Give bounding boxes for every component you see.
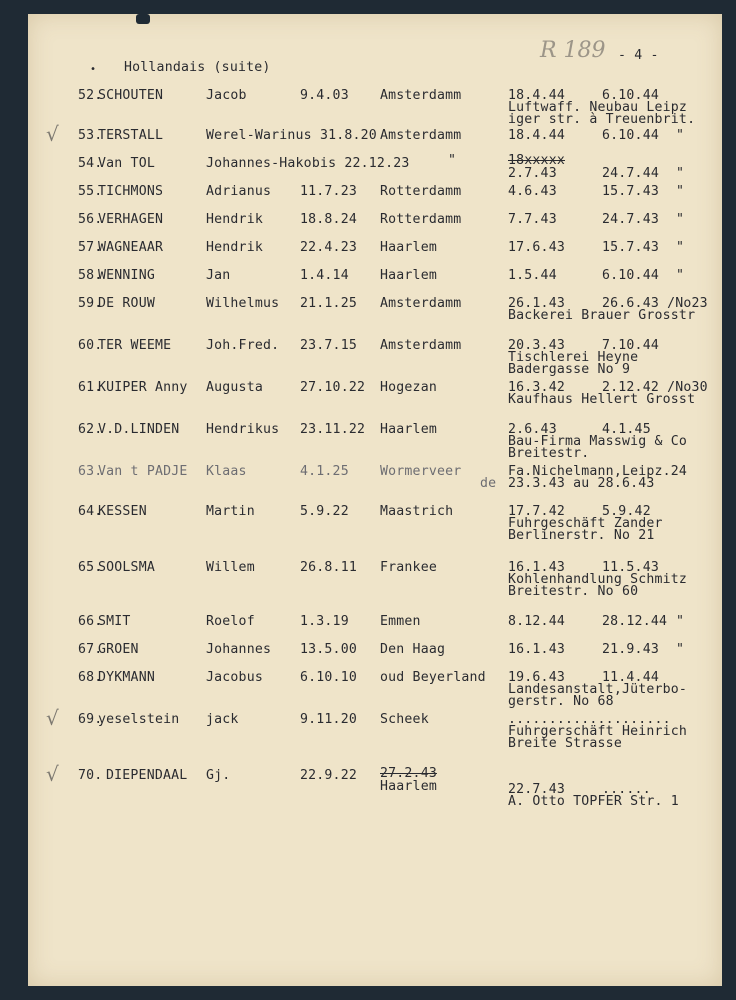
surname: WENNING [98,268,155,283]
employer-note: Badergasse No 9 [508,362,631,377]
firstname: Roelof [206,614,255,629]
row-number: 61. [78,380,103,395]
surname: TER WEEME [98,338,172,353]
ditto-mark: " [676,184,685,199]
birthdate: 1.3.19 [300,614,349,629]
date-from: 1.5.44 [508,268,557,283]
birthplace: Scheek [380,712,429,727]
row-number: 56. [78,212,103,227]
pencil-note: R 189 [540,38,606,63]
employer-note: Fuhrgeschäft Zander [508,516,663,531]
employer-note: .................... [508,712,671,727]
firstname: jack [206,712,239,727]
row-number: 66. [78,614,103,629]
surname: TERSTALL [98,128,164,143]
firstname: Jacobus [206,670,263,685]
employer-note: gerstr. No 68 [508,694,614,709]
row-number: 52. [78,88,103,103]
employer-note: Kohlenhandlung Schmitz [508,572,688,587]
surname: GROEN [98,642,139,657]
check-tick-mark: √ [46,122,59,146]
row-number: 68. [78,670,103,685]
birthplace: Maastrich [380,504,454,519]
surname: Van t PADJE [98,464,188,479]
birthdate: 11.7.23 [300,184,357,199]
date-from: 7.7.43 [508,212,557,227]
page-number: - 4 - [618,48,659,63]
firstname: Joh.Fred. [206,338,280,353]
struck-date: 27.2.43 [380,766,437,781]
ditto-mark: " [676,166,685,181]
employer-note: Berlinerstr. No 21 [508,528,655,543]
birthplace: " [448,153,457,168]
birthdate: 22.4.23 [300,240,357,255]
birthplace: Frankee [380,560,437,575]
birthplace: Haarlem [380,268,437,283]
employer-note: Kaufhaus Hellert Grosst [508,392,696,407]
date-to: 11.5.43 [602,560,659,575]
birthplace: Haarlem [380,779,437,794]
bullet-mark: • [90,64,97,75]
date-to: 6.10.44 [602,128,659,143]
date-to: 21.9.43 [602,642,659,657]
birthdate: 23.11.22 [300,422,366,437]
date-to: 6.10.44 [602,268,659,283]
date-to: 7.10.44 [602,338,659,353]
employer-note: A. Otto TOPFER Str. 1 [508,794,679,809]
employer-note: Bau-Firma Masswig & Co [508,434,688,449]
ditto-mark: " [676,128,685,143]
ditto-mark: " [676,212,685,227]
date-to: 15.7.43 [602,184,659,199]
firstname: Adrianus [206,184,272,199]
birthplace: Amsterdamm [380,338,462,353]
birthdate: 13.5.00 [300,642,357,657]
date-to: 2.12.42 /No30 [602,380,708,395]
row-number: 67. [78,642,103,657]
date-from: 4.6.43 [508,184,557,199]
surname: KESSEN [98,504,147,519]
firstname: Gj. [206,768,231,783]
firstname: Hendrik [206,212,263,227]
surname: SCHOUTEN [98,88,164,103]
firstname: Willem [206,560,255,575]
surname: Van TOL [98,156,155,171]
surname: yeselstein [98,712,180,727]
birthdate: 6.10.10 [300,670,357,685]
birthplace: Rotterdamm [380,184,462,199]
employer-note: Fuhrgerschäft Heinrich [508,724,688,739]
date-to: 15.7.43 [602,240,659,255]
date-to: 5.9.42 [602,504,651,519]
date-from: 16.1.43 [508,642,565,657]
date-from: 22.7.43 [508,782,565,797]
employer-note: iger str. à Treuenbrit. [508,112,696,127]
date-from: 20.3.43 [508,338,565,353]
surname: DIEPENDAAL [106,768,188,783]
birthplace: Amsterdamm [380,296,462,311]
surname: DYKMANN [98,670,155,685]
firstname-birthdate: Johannes-Hakobis 22.12.23 [206,156,410,171]
birthplace: Amsterdamm [380,88,462,103]
date-from: 2.7.43 [508,166,557,181]
employer-note: Fa.Nichelmann,Leipz.24 [508,464,688,479]
birthplace: Haarlem [380,240,437,255]
row-number: 69. [78,712,103,727]
row-number: 53. [78,128,103,143]
birthdate: 26.8.11 [300,560,357,575]
row-number: 63. [78,464,103,479]
punch-hole-mark [136,14,150,24]
date-from: 16.3.42 [508,380,565,395]
birthdate: 21.1.25 [300,296,357,311]
birthdate: 4.1.25 [300,464,349,479]
date-from: 8.12.44 [508,614,565,629]
date-to: 26.6.43 /No23 [602,296,708,311]
ditto-mark: " [676,268,685,283]
birthplace: Haarlem [380,422,437,437]
birthdate: 9.11.20 [300,712,357,727]
firstname: Martin [206,504,255,519]
employer-note: Luftwaff. Neubau Leipz [508,100,688,115]
employer-note: Landesanstalt,Jüterbo- [508,682,688,697]
check-tick-mark: √ [46,762,59,786]
date-to: 11.4.44 [602,670,659,685]
birthplace: Emmen [380,614,421,629]
surname: WAGNEAAR [98,240,164,255]
date-to: 6.10.44 [602,88,659,103]
employer-note: Breite Strasse [508,736,622,751]
struck-date: 18xxxxx [508,153,565,168]
employer-note: Breitestr. No 60 [508,584,639,599]
birthdate: 5.9.22 [300,504,349,519]
surname: SOOLSMA [98,560,155,575]
birthplace: Wormerveer [380,464,462,479]
firstname: Klaas [206,464,247,479]
row-number: 57. [78,240,103,255]
birthplace: Hogezan [380,380,437,395]
ditto-mark: " [676,240,685,255]
surname: KUIPER Anny [98,380,188,395]
date-to: ...... [602,782,651,797]
firstname: Augusta [206,380,263,395]
surname: VERHAGEN [98,212,164,227]
firstname-birthdate: Werel-Warinus 31.8.20 [206,128,377,143]
surname: DE ROUW [98,296,155,311]
row-number: 70. [78,768,103,783]
employer-note: Tischlerei Heyne [508,350,639,365]
date-from: 2.6.43 [508,422,557,437]
row-number: 58. [78,268,103,283]
birthdate: 1.4.14 [300,268,349,283]
row-number: 59. [78,296,103,311]
surname: V.D.LINDEN [98,422,180,437]
birthplace: Rotterdamm [380,212,462,227]
birthdate: 18.8.24 [300,212,357,227]
firstname: Hendrikus [206,422,280,437]
firstname: Wilhelmus [206,296,280,311]
date-to: 4.1.45 [602,422,651,437]
employer-note: Backerei Brauer Grosstr [508,308,696,323]
row-number: 55. [78,184,103,199]
ditto-mark: " [676,614,685,629]
birthdate: 23.7.15 [300,338,357,353]
section-title: Hollandais (suite) [124,60,271,75]
date-from: 18.4.44 [508,88,565,103]
document-page [28,14,722,986]
row-number: 54. [78,156,103,171]
firstname: Hendrik [206,240,263,255]
birthplace: oud Beyerland [380,670,486,685]
birthdate: 27.10.22 [300,380,366,395]
date-from: 18.4.44 [508,128,565,143]
birthdate: 9.4.03 [300,88,349,103]
row-number: 62. [78,422,103,437]
date-from: 16.1.43 [508,560,565,575]
date-from: 19.6.43 [508,670,565,685]
employer-note: Breitestr. [508,446,590,461]
check-tick-mark: √ [46,706,59,730]
birthplace: Den Haag [380,642,446,657]
surname: SMIT [98,614,131,629]
row-number: 65. [78,560,103,575]
de-word: de [480,476,497,491]
date-from: 26.1.43 [508,296,565,311]
firstname: Jan [206,268,231,283]
date-from: 17.7.42 [508,504,565,519]
firstname: Johannes [206,642,272,657]
firstname: Jacob [206,88,247,103]
date-to: 24.7.43 [602,212,659,227]
birthplace: Amsterdamm [380,128,462,143]
surname: TICHMONS [98,184,164,199]
row-number: 64. [78,504,103,519]
date-to: 28.12.44 [602,614,668,629]
row-number: 60. [78,338,103,353]
birthdate: 22.9.22 [300,768,357,783]
date-to: 24.7.44 [602,166,659,181]
ditto-mark: " [676,642,685,657]
date-from: 17.6.43 [508,240,565,255]
employer-note: 23.3.43 au 28.6.43 [508,476,655,491]
